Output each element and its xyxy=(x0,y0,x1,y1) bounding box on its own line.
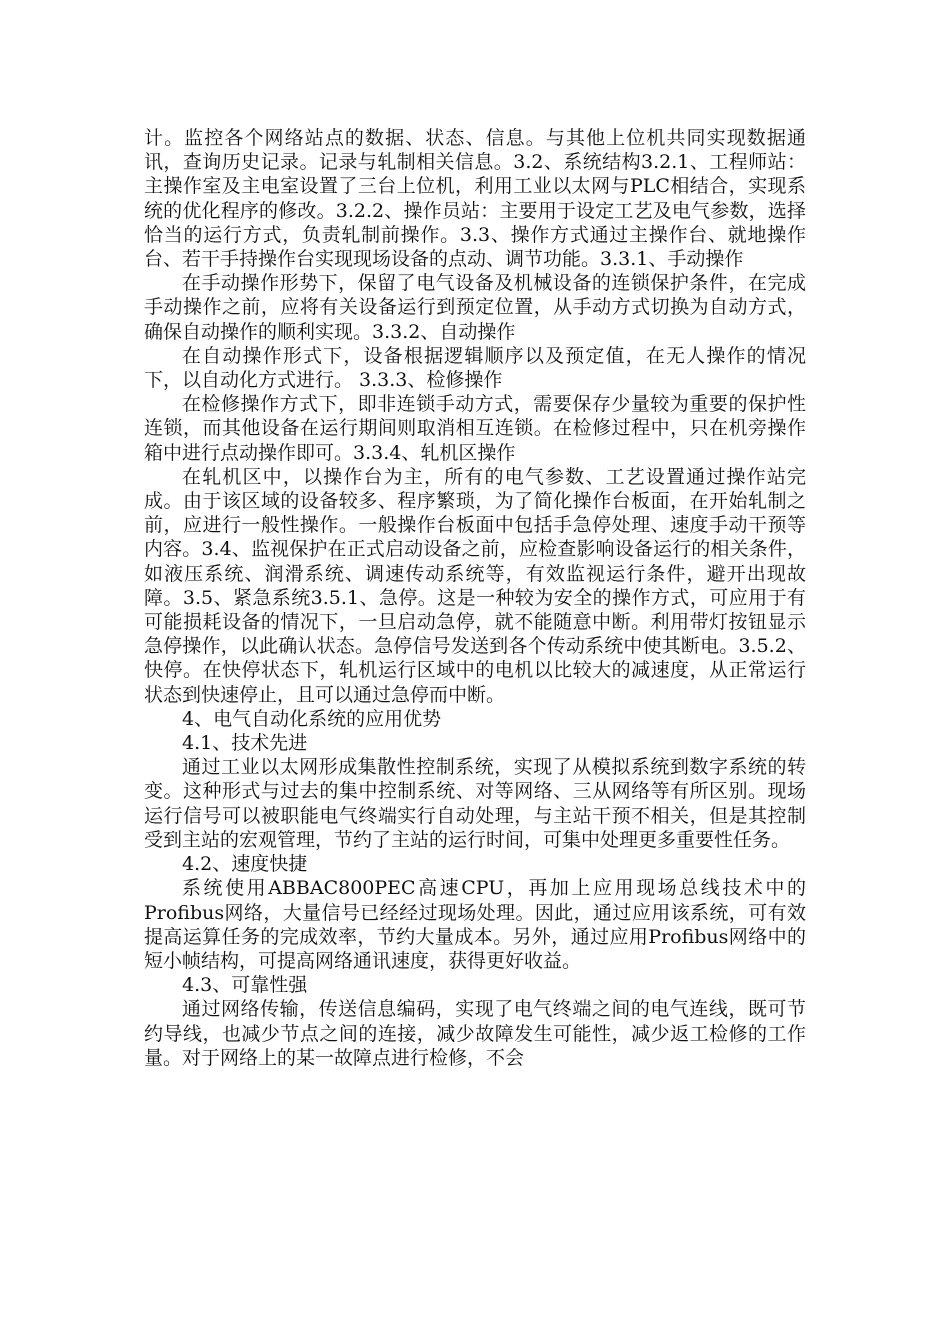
paragraph-technology-advanced: 通过工业以太网形成集散性控制系统，实现了从模拟系统到数字系统的转变。这种形式与过去的集中控制系统、对等网络、三从网络等有所区别。现场运行信号可以被职能电气终端实行自动处理，与主站干预不相关，但是其控制受到主站的宏观管理，节约了主站的运行时间，可集中处理更多重要性任务。 xyxy=(144,756,806,851)
document-body xyxy=(144,126,806,1070)
subsection-heading-4-1: 4.1、技术先进 xyxy=(182,732,308,755)
paragraph-manual-operation: 在手动操作形势下，保留了电气设备及机械设备的连锁保护条件，在完成手动操作之前，应将有关设备运行到预定位置，从手动方式切换为自动方式，确保自动操作的顺利实现。3.3.2、自动操作 xyxy=(144,272,806,343)
subsection-heading-4-2: 4.2、速度快捷 xyxy=(182,853,308,876)
paragraph-maintenance-operation: 在检修操作方式下，即非连锁手动方式，需要保存少量较为重要的保护性连锁，而其他设备在运行期间则取消相互连锁。在检修过程中，只在机旁操作箱中进行点动操作即可。3.3.4、轧机区操作 xyxy=(144,393,806,464)
paragraph-system-structure: 计。监控各个网络站点的数据、状态、信息。与其他上位机共同实现数据通讯，查询历史记录。记录与轧制相关信息。3.2、系统结构3.2.1、工程师站：主操作室及主电室设置了三台上位机，利用工业以太网与PLC相结合，实现系统的优化程序的修改。3.2.2、操作员站：主要用于设定工艺及电气参数，选择恰当的运行方式，负责轧制前操作。3.3、操作方式通过主操作台、就地操作台、若干手持操作台实现现场设备的点动、调节功能。3.3.1、手动操作 xyxy=(144,127,806,271)
subsection-heading-4-3: 4.3、可靠性强 xyxy=(182,974,308,997)
paragraph-auto-operation: 在自动操作形式下，设备根据逻辑顺序以及预定值，在无人操作的情况下，以自动化方式进行。 3.3.3、检修操作 xyxy=(144,344,806,392)
section-heading-advantages: 4、电气自动化系统的应用优势 xyxy=(182,707,442,730)
paragraph-mill-area-operation: 在轧机区中，以操作台为主，所有的电气参数、工艺设置通过操作站完成。由于该区域的设备较多、程序繁琐，为了简化操作台板面，在开始轧制之前，应进行一般性操作。一般操作台板面中包括手急停处理、速度手动干预等内容。3.4、监视保护在正式启动设备之前，应检查影响设备运行的相关条件，如液压系统、润滑系统、调速传动系统等，有效监视运行条件，避开出现故障。3.5、紧急系统3.5.1、急停。这是一种较为安全的操作方式，可应用于有可能损耗设备的情况下，一旦启动急停，就不能随意中断。利用带灯按钮显示急停操作，以此确认状态。急停信号发送到各个传动系统中使其断电。3.5.2、快停。在快停状态下，轧机运行区域中的电机以比较大的减速度，从正常运行状态到快速停止，且可以通过急停而中断。 xyxy=(144,465,806,706)
paragraph-speed: 系统使用ABBAC800PEC高速CPU，再加上应用现场总线技术中的Profibus网络，大量信号已经经过现场处理。因此，通过应用该系统，可有效提高运算任务的完成效率，节约大量成本。另外，通过应用Profibus网络中的短小帧结构，可提高网络通讯速度，获得更好收益。 xyxy=(144,877,806,972)
paragraph-reliability: 通过网络传输，传送信息编码，实现了电气终端之间的电气连线，既可节约导线，也减少节点之间的连接，减少故障发生可能性，减少返工检修的工作量。对于网络上的某一故障点进行检修，不会 xyxy=(144,998,806,1069)
